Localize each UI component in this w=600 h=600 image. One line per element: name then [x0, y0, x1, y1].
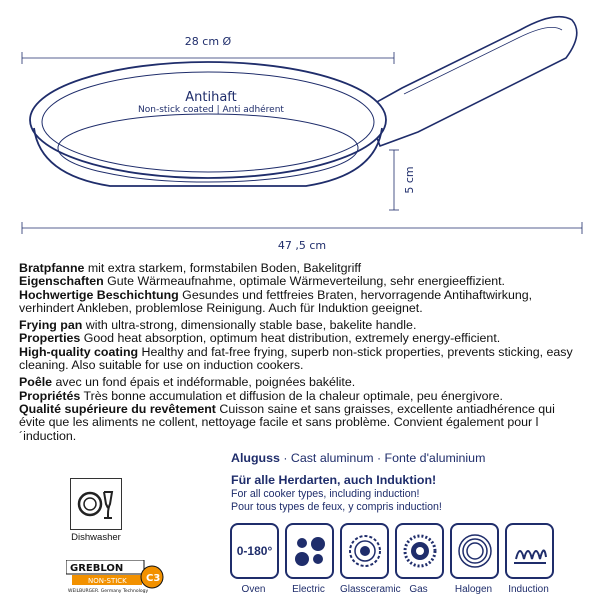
induction-icon [505, 523, 554, 579]
cooker-en: For all cooker types, including induction! [231, 488, 420, 500]
electric-icon [285, 523, 334, 579]
pan-rim [30, 62, 386, 178]
diameter-label: 28 cm Ø [184, 35, 232, 48]
cooker-glassceramic: Glassceramic [340, 523, 387, 595]
cooker-fr: Pour tous types de feux, y compris induction! [231, 501, 442, 513]
coating-subtitle: Non-stick coated | Anti adhérent [138, 105, 284, 115]
halogen-icon [450, 523, 499, 579]
desc-de: Bratpfanne mit extra starkem, formstabilen Boden, Bakelitgriff Eigenschaften Gute Wärmeaufnahme, optimale Wärmeverteilung, sehr energieeffizient. Hochwertige Beschichtung Gesundes und fettfreies Braten, hervorragende Antihaftwirkung, verhindert Ankleben, problemlose Reinigung. Auch für Induktion geeignet. [19, 261, 533, 315]
pan-diagram [0, 0, 600, 262]
pan-handle [366, 17, 577, 146]
cooker-icon-row [230, 523, 552, 595]
material-line: Aluguss · Cast aluminum · Fonte d'aluminium [231, 451, 486, 465]
cooker-induction: Induction [505, 523, 552, 595]
dishwasher-label: Dishwasher [71, 532, 121, 543]
desc-en: Frying pan with ultra-strong, dimensionally stable base, bakelite handle. Properties Good heat absorption, optimum heat distribution, extremely energy-efficient. High-quality coating Healthy and fat-free frying, superb non-stick properties, prevents sticking, easy cleaning. Also suitable for use on induction cookers. [19, 318, 573, 373]
svg-text:WEILBURGER. Germany Technology: WEILBURGER. Germany Technology [68, 589, 149, 594]
cooker-de: Für alle Herdarten, auch Induktion! [231, 473, 437, 487]
cooker-electric: Electric [285, 523, 332, 595]
glassceramic-icon [340, 523, 389, 579]
cooker-oven: 0-180° Oven [230, 523, 277, 595]
svg-text:GREBLON: GREBLON [70, 563, 124, 574]
cooker-panel [228, 451, 598, 600]
svg-text:C3: C3 [146, 573, 161, 584]
dishwasher-badge [66, 478, 126, 543]
height-label: 5 cm [403, 166, 416, 194]
svg-text:NON-STICK: NON-STICK [88, 577, 127, 585]
length-label: 47 ,5 cm [277, 239, 327, 252]
dishwasher-icon [70, 478, 122, 530]
product-description [19, 262, 584, 447]
coating-title: Antihaft [185, 90, 237, 105]
cooker-halogen: Halogen [450, 523, 497, 595]
cooker-gas: Gas [395, 523, 442, 595]
oven-icon: 0-180° [230, 523, 279, 579]
desc-fr: Poêle avec un fond épais et indéformable, poignées bakélite. Propriétés Très bonne accumulation et diffusion de la chaleur optimale, peu énergivore. Qualité supérieure du revêtement Cuisson saine et sans graisses, excellente antiadhérence qui évite que les aliments ne collent, nettoyage facile et sans problème. Convient également pour l´induction. [19, 375, 555, 443]
gas-icon [395, 523, 444, 579]
greblon-logo [66, 560, 166, 594]
